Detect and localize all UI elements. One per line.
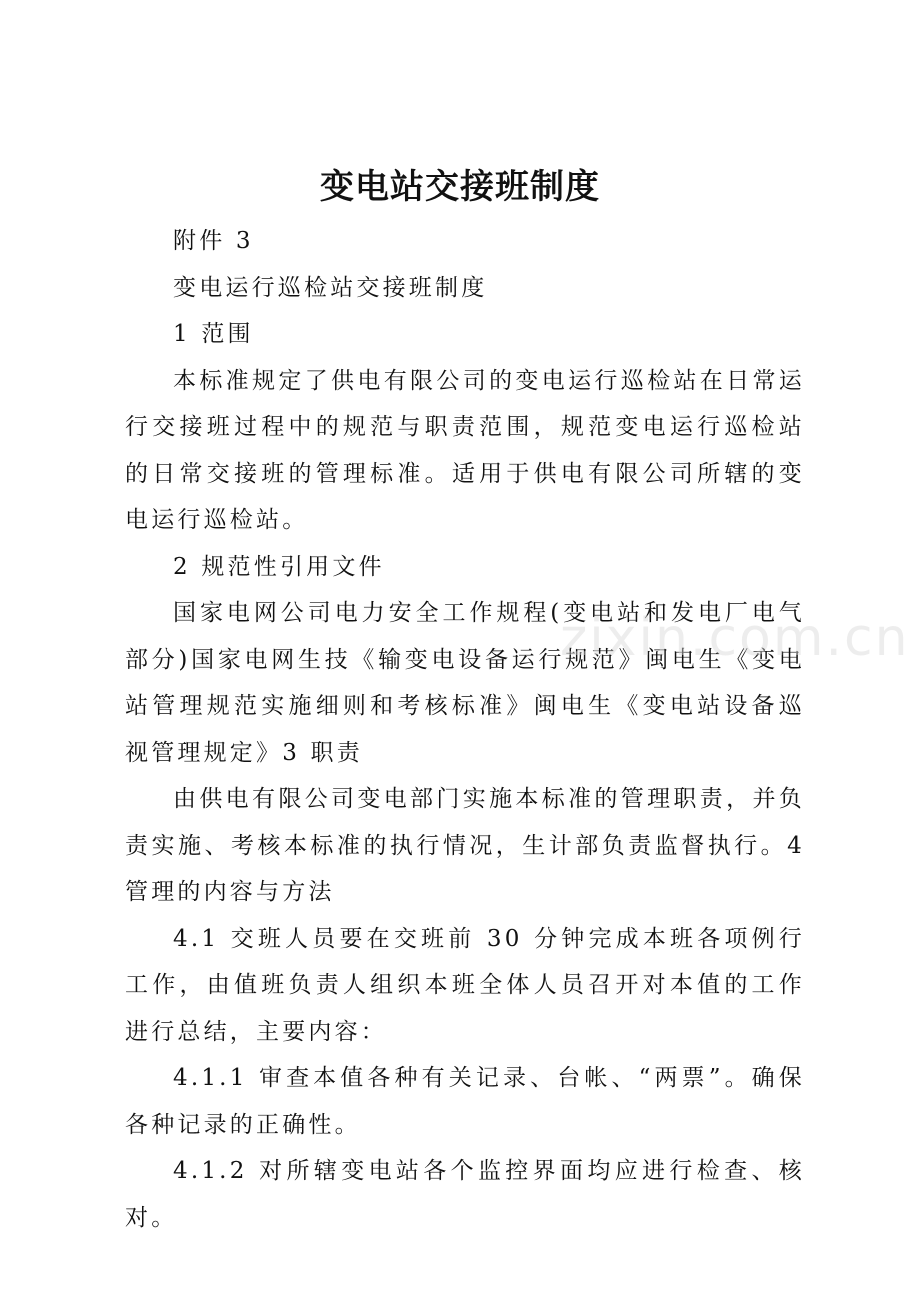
paragraph-references-text: 国家电网公司电力安全工作规程(变电站和发电厂电气部分)国家电网生技《输变电设备运行规范》闽电生《变电站管理规范实施细则和考核标准》闽电生《变电站设备巡视管理规定》3 职责 — [125, 600, 805, 766]
document-body — [125, 218, 805, 1241]
paragraph-4-1-2: 4.1.2 对所辖变电站各个监控界面均应进行检查、核对。 — [125, 1158, 805, 1231]
paragraph-4-1: 4.1 交班人员要在交班前 30 分钟完成本班各项例行工作，由值班负责人组织本班全体人员召开对本值的工作进行总结，主要内容： — [125, 925, 805, 1045]
paragraph-section-scope: 1 范围 — [173, 321, 254, 347]
paragraph-section-references: 2 规范性引用文件 — [173, 553, 385, 580]
paragraph-subtitle: 变电运行巡检站交接班制度 — [173, 274, 488, 301]
paragraph-4-1-1: 4.1.1 审查本值各种有关记录、台帐、“两票”。确保各种记录的正确性。 — [125, 1065, 805, 1138]
paragraph-attachment: 附件 3 — [173, 228, 254, 254]
paragraph-scope-text: 本标准规定了供电有限公司的变电运行巡检站在日常运行交接班过程中的规范与职责范围，规范变电运行巡检站的日常交接班的管理标准。适用于供电有限公司所辖的变电运行巡检站。 — [125, 367, 805, 533]
paragraph-duties-text: 由供电有限公司变电部门实施本标准的管理职责，并负责实施、考核本标准的执行情况，生计部负责监督执行。4 管理的内容与方法 — [125, 786, 805, 905]
document-title: 变电站交接班制度 — [320, 167, 600, 207]
watermark-text: zixin.com.cn — [560, 608, 910, 668]
